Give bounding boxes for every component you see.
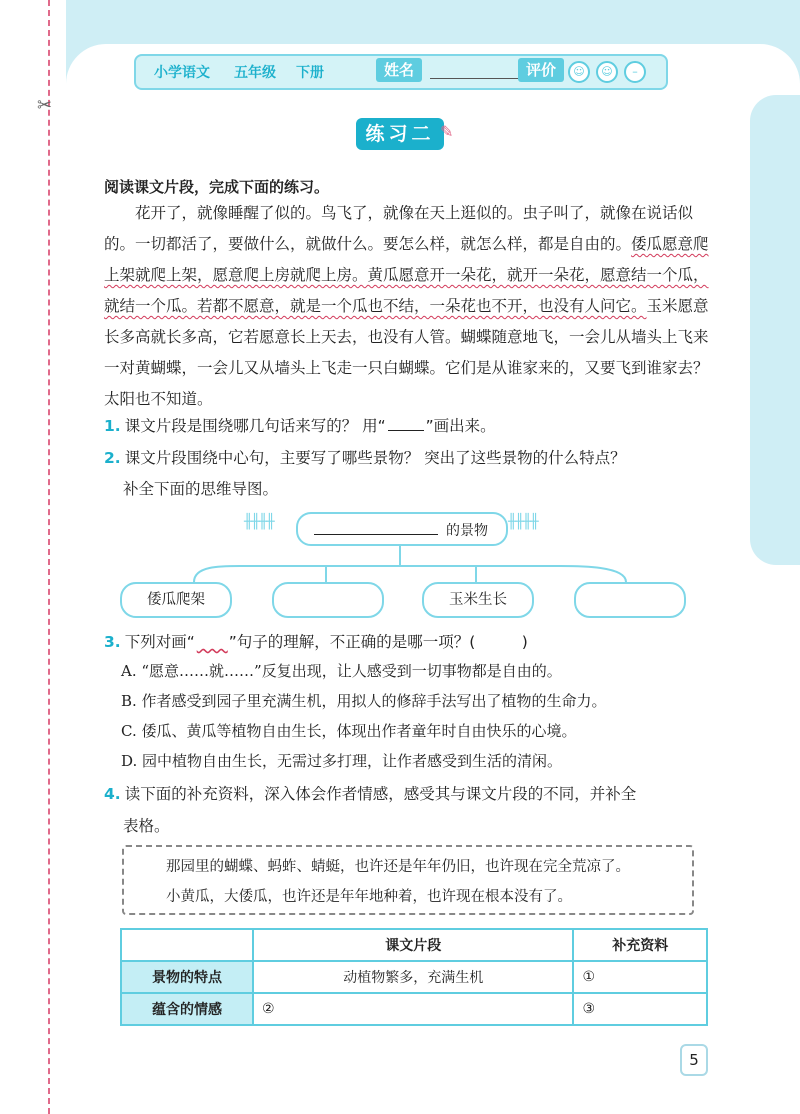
supplement-box [122,845,694,915]
table-cell-answer[interactable]: ③ [573,993,707,1025]
neutral-face-icon[interactable]: – [624,61,646,83]
mindmap-center-blank[interactable] [314,534,438,535]
q3-option-c[interactable]: C. 倭瓜、黄瓜等植物自由生长，体现出作者童年时自由快乐的心境。 [121,722,577,740]
answer-table [120,928,708,1026]
q3-option-a[interactable]: A. “愿意……就……”反复出现，让人感受到一切事物都是自由的。 [121,662,562,680]
q3-text-after: ”句子的理解，不正确的是哪一项？( ) [228,633,528,651]
table-row [121,993,707,1025]
table-cell-answer[interactable]: ① [573,961,707,993]
q2-number: 2. [104,449,121,467]
passage-part1: 花开了，就像睡醒了似的。鸟飞了，就像在天上逛似的。虫子叫了，就像在说话似的。一切都活了，要做什么，就做什么。要怎么样，就怎么样，都是自由的。 [104,204,694,253]
q1-text-before: 课文片段是围绕哪几句话来写的？ 用“ [124,417,386,435]
mindmap-center [296,512,508,546]
q4-number: 4. [104,785,121,803]
mindmap-center-text: 的景物 [446,523,488,539]
page-title-text: 练习二 [365,123,435,145]
instruction: 阅读课文片段，完成下面的练习。 [104,178,330,196]
smile-face-icon[interactable]: ☺ [596,61,618,83]
table-header-passage: 课文片段 [253,929,573,961]
q3-number: 3. [104,633,121,651]
fence-right-icon: ╫╫╫╫ [508,514,538,530]
pencil-icon: ✎ [440,122,454,141]
table-row [121,961,707,993]
supplement-line1: 那园里的蝴蝶、蚂蚱、蜻蜓，也许还是年年仍旧，也许现在完全荒凉了。 [166,859,630,875]
page-number: 5 [680,1044,708,1076]
table-header-row [121,929,707,961]
passage-underlined: 倭瓜愿意爬上架就爬上架，愿意爬上房就爬上房。黄瓜愿意开一朵花，就开一朵花，愿意结一个瓜，就结一个瓜。若都不愿意，就是一个瓜也不结，一朵花也不开，也没有人问它。 [104,235,709,315]
scissors-icon: ✂ [37,95,53,116]
q4-line1: 读下面的补充资料，深入体会作者情感，感受其与课文片段的不同，并补全 [124,785,637,803]
q2-line1: 课文片段围绕中心句，主要写了哪些景物？ 突出了这些景物的什么特点？ [124,449,626,467]
q1-number: 1. [104,417,121,435]
table-row-label: 景物的特点 [121,961,253,993]
fence-left-icon: ╫╫╫╫ [244,514,274,530]
q3-option-d[interactable]: D. 园中植物自由生长，无需过多打理，让作者感受到生活的清闲。 [121,752,563,770]
table-header-empty [121,929,253,961]
question-3 [104,630,528,652]
table-row-label: 蕴含的情感 [121,993,253,1025]
table-cell-answer[interactable]: ② [253,993,573,1025]
mindmap-node-1: 倭瓜爬架 [120,582,232,618]
q2-line2: 补全下面的思维导图。 [123,480,279,498]
q3-text-before: 下列对画“ [124,633,195,651]
table-header-supplement: 补充资料 [573,929,707,961]
question-4 [104,782,636,804]
mindmap-node-2[interactable] [272,582,384,618]
passage-part3: 玉米愿意长多高就长多高，它若愿意长上天去，也没有人管。蝴蝶随意地飞，一会儿从墙头上飞来一对黄蝴蝶，一会儿又从墙头上飞走一只白蝴蝶。它们是从谁家来的，又要飞到谁家去？太阳也不知道。 [104,297,709,408]
grin-face-icon[interactable]: ☺ [568,61,590,83]
q4-line2: 表格。 [123,817,170,835]
q1-text-after: ”画出来。 [425,417,496,435]
term-label: 下册 [296,65,324,81]
name-label: 姓名 [376,58,422,82]
mindmap-node-3: 玉米生长 [422,582,534,618]
wavy-sample [197,630,227,652]
eval-label: 评价 [518,58,564,82]
subject-label: 小学语文 [154,65,210,81]
supplement-line2: 小黄瓜，大倭瓜，也许还是年年地种着，也许现在根本没有了。 [166,889,572,905]
mindmap-node-4[interactable] [574,582,686,618]
table-cell: 动植物繁多，充满生机 [253,961,573,993]
q3-option-b[interactable]: B. 作者感受到园子里充满生机，用拟人的修辞手法写出了植物的生命力。 [121,692,607,710]
grade-label: 五年级 [234,65,276,81]
